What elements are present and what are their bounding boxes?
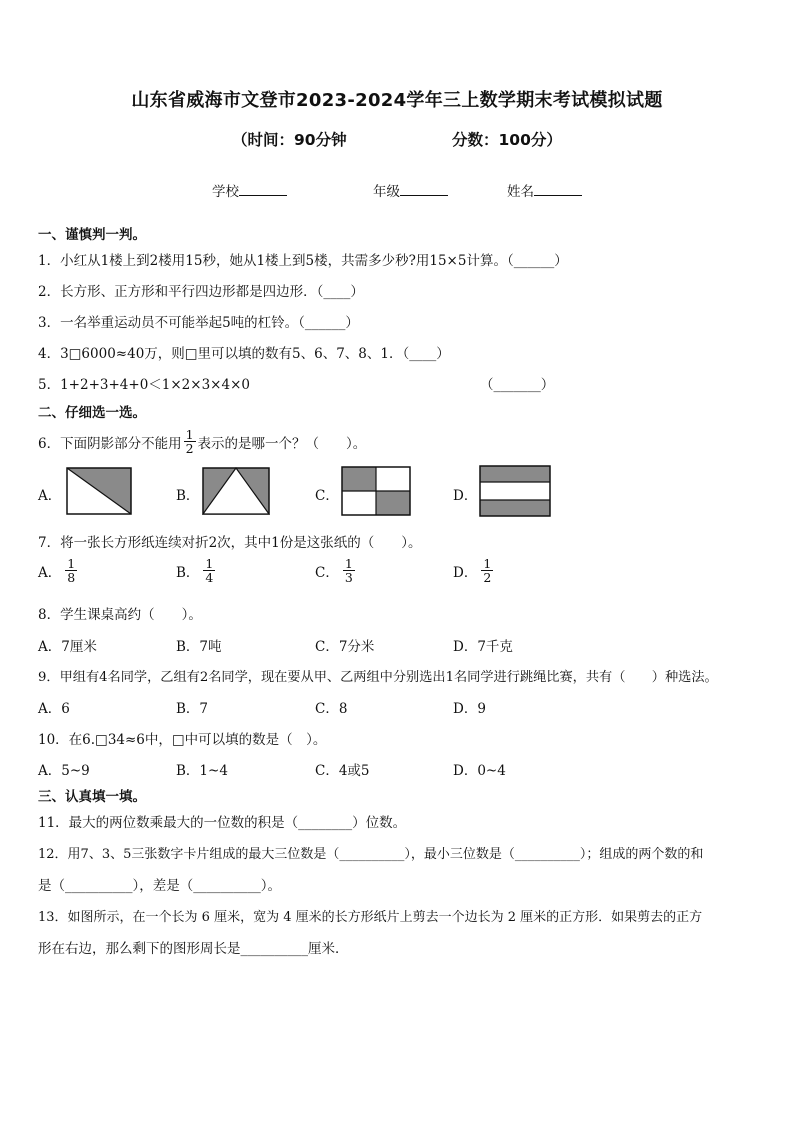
grade-label: 年级	[373, 184, 400, 200]
q10-option-a: A．5~9	[38, 763, 90, 779]
q10-option-b: B．1~4	[176, 763, 228, 779]
q8-option-d: D．7千克	[453, 639, 513, 655]
question-6	[38, 428, 366, 455]
grade-blank	[400, 181, 448, 196]
q9-option-d: D．9	[453, 701, 486, 717]
page-title: 山东省威海市文登市2023-2024学年三上数学期末考试模拟试题	[131, 90, 663, 111]
question-11: 11．最大的两位数乘最大的一位数的积是（________）位数。	[38, 815, 407, 831]
q6-option-c-label: C．	[315, 488, 339, 504]
name-label: 姓名	[507, 184, 534, 200]
q8-option-b: B．7吨	[176, 639, 222, 655]
q9-option-b: B．7	[176, 701, 209, 717]
q10-option-c: C．4或5	[315, 763, 370, 779]
question-6-text-post: 表示的是哪一个？（ ）。	[197, 435, 367, 452]
grade-field	[373, 180, 448, 200]
q7-option-d-label: D．	[453, 564, 478, 581]
section-1-title: 一、谨慎判一判。	[38, 227, 146, 243]
shaded-band-top	[480, 466, 550, 482]
question-13-line-1: 13．如图所示，在一个长为 6 厘米，宽为 4 厘米的长方形纸片上剪去一个边长为 2 厘米的正方形．如果剪去的正方	[38, 910, 703, 925]
q6-option-b-figure	[202, 467, 270, 515]
q8-option-c: C．7分米	[315, 639, 375, 655]
q7-option-d-fraction	[481, 557, 493, 584]
fraction-numerator: 1	[483, 556, 492, 571]
fraction-numerator: 1	[344, 556, 353, 571]
section-3-title: 三、认真填一填。	[38, 789, 146, 805]
q6-option-b-label: B．	[176, 488, 200, 504]
question-10: 10．在6.□34≈6中，□中可以填的数是（ ）。	[38, 732, 327, 748]
fraction-denominator: 4	[205, 570, 214, 585]
school-field	[212, 180, 287, 200]
fraction-numerator: 1	[185, 427, 194, 442]
name-blank	[534, 181, 582, 196]
q9-option-a: A．6	[38, 701, 70, 717]
question-13-line-2: 形在右边，那么剩下的图形周长是__________厘米．	[38, 941, 349, 957]
school-blank	[239, 181, 287, 196]
q9-option-c: C．8	[315, 701, 348, 717]
school-label: 学校	[212, 184, 239, 200]
exam-time: （时间：90分钟	[232, 131, 347, 149]
shaded-cell-bottom-right	[376, 491, 410, 515]
fraction-numerator: 1	[205, 556, 214, 571]
q7-option-c-label: C．	[315, 564, 339, 581]
question-12-line-1: 12．用7、3、5三张数字卡片组成的最大三位数是（__________），最小三位数是（__________）；组成的两个数的和	[38, 847, 704, 862]
q7-option-a	[38, 557, 79, 584]
exam-score: 分数：100分）	[452, 131, 562, 149]
name-field	[507, 180, 582, 200]
shaded-cell-top-left	[342, 467, 376, 491]
question-5: 5．1+2+3+4+0＜1×2×3×4×0	[38, 377, 250, 393]
question-6-fraction	[184, 428, 196, 455]
q7-option-b-label: B．	[176, 564, 200, 581]
fraction-denominator: 8	[67, 570, 76, 585]
question-1: 1．小红从1楼上到2楼用15秒，她从1楼上到5楼，共需多少秒?用15×5计算。（______）	[38, 253, 568, 269]
question-12-line-2: 是（__________），差是（__________）。	[38, 878, 281, 894]
question-3: 3．一名举重运动员不可能举起5吨的杠铃。（______）	[38, 315, 359, 331]
fraction-denominator: 2	[483, 570, 492, 585]
q7-option-c	[315, 557, 357, 584]
q8-option-a: A．7厘米	[38, 639, 97, 655]
section-2-title: 二、仔细选一选。	[38, 405, 146, 421]
question-8: 8．学生课桌高约（ ）。	[38, 607, 202, 623]
question-6-text-pre: 6．下面阴影部分不能用	[38, 435, 182, 452]
q7-option-a-label: A．	[38, 564, 62, 581]
question-4: 4．3□6000≈40万，则□里可以填的数有5、6、7、8、1．（____）	[38, 346, 450, 362]
q10-option-d: D．0~4	[453, 763, 506, 779]
q6-option-a-label: A．	[38, 488, 62, 504]
q7-option-c-fraction	[343, 557, 355, 584]
question-9: 9．甲组有4名同学，乙组有2名同学，现在要从甲、乙两组中分别选出1名同学进行跳绳比赛，共有（ ）种选法。	[38, 670, 718, 685]
q7-option-b	[176, 557, 217, 584]
question-5-blank: （_______）	[480, 377, 555, 393]
q7-option-d	[453, 557, 495, 584]
fraction-numerator: 1	[67, 556, 76, 571]
question-2: 2．长方形、正方形和平行四边形都是四边形．（____）	[38, 284, 364, 300]
q6-option-a-figure	[66, 467, 132, 515]
q6-option-d-figure	[479, 465, 551, 517]
q7-option-a-fraction	[65, 557, 77, 584]
fraction-denominator: 2	[185, 441, 194, 456]
question-7: 7．将一张长方形纸连续对折2次，其中1份是这张纸的（ ）。	[38, 535, 422, 551]
q6-option-c-figure	[341, 466, 411, 516]
q7-option-b-fraction	[203, 557, 215, 584]
shaded-band-bottom	[480, 500, 550, 516]
q6-option-d-label: D．	[453, 488, 478, 504]
fraction-denominator: 3	[344, 570, 353, 585]
